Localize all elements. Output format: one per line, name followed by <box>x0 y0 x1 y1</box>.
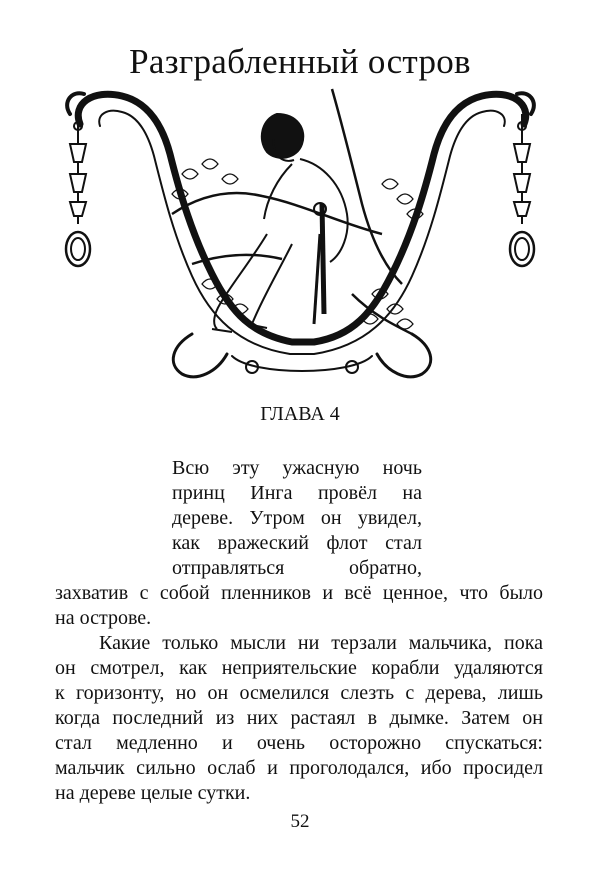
chapter-label: ГЛАВА 4 <box>260 403 340 425</box>
text-line: на острове. <box>55 607 152 629</box>
text-line: мальчик сильно ослаб и проголодался, ибо просидел <box>55 757 543 779</box>
paragraph-1-narrow <box>172 456 422 581</box>
foliage <box>172 159 423 329</box>
text-line: принц Инга провёл на <box>172 482 422 504</box>
text-line: он смотрел, как неприятельские корабли удаляются <box>55 657 543 679</box>
page-number: 52 <box>290 811 310 832</box>
text-line: как вражеский флот стал <box>172 532 422 554</box>
text-line: к горизонту, но он осмелился слезть с дерева, лишь <box>55 682 543 704</box>
paragraph-1-continued <box>55 581 543 806</box>
chapter-heading-title: Разграбленный остров <box>129 42 471 81</box>
chapter-illustration <box>52 84 549 384</box>
text-line: Какие только мысли ни терзали мальчика, пока <box>99 632 543 654</box>
text-line: стал медленно и очень осторожно спускаться: <box>55 732 543 754</box>
text-line: отправляться обратно, <box>172 557 422 579</box>
text-line: когда последний из них растаял в дымке. Затем он <box>55 707 543 729</box>
paragraph-2 <box>55 631 543 806</box>
text-line: дереве. Утром он увидел, <box>172 507 422 529</box>
text-line: на дереве целые сутки. <box>55 782 251 804</box>
text-line: Всю эту ужасную ночь <box>172 457 422 479</box>
left-pendant-ornament <box>66 114 90 266</box>
right-pendant-ornament <box>510 114 534 266</box>
text-line: захватив с собой пленников и всё ценное, что было <box>55 582 543 604</box>
